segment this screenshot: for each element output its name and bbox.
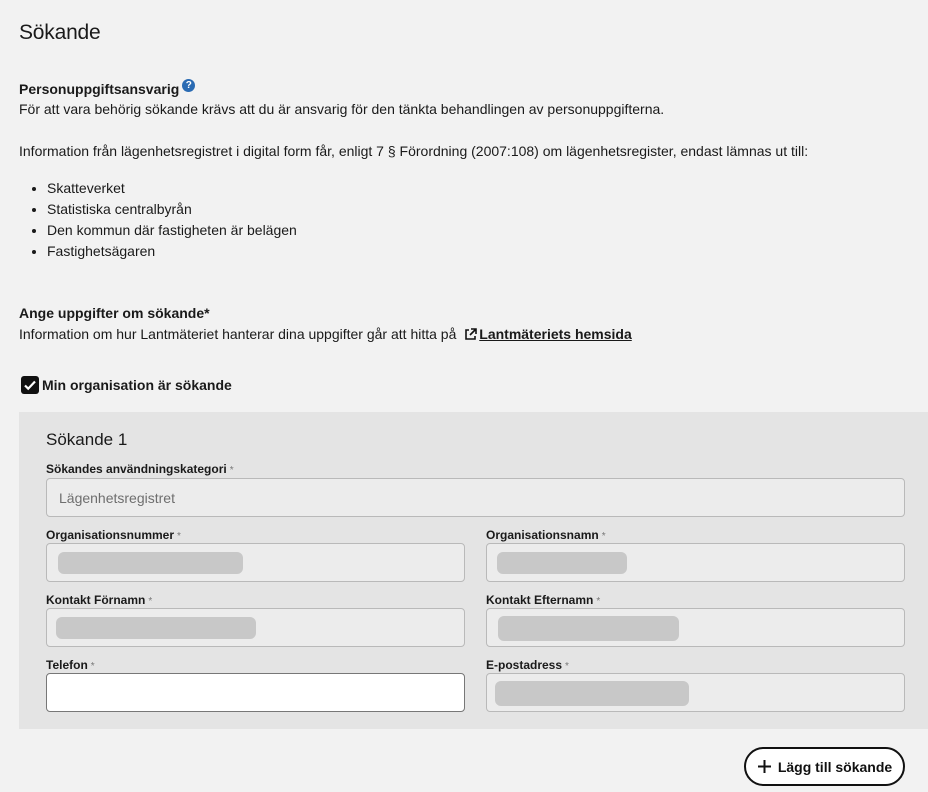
org-number-field[interactable] — [46, 543, 465, 582]
org-name-field[interactable] — [486, 543, 905, 582]
org-name-label: Organisationsnamn * — [486, 528, 606, 542]
category-label: Sökandes användningskategori * — [46, 462, 234, 476]
category-value: Lägenhetsregistret — [59, 489, 175, 506]
redacted-value — [498, 616, 679, 641]
last-name-label: Kontakt Efternamn * — [486, 593, 601, 607]
list-item: • Fastighetsägaren — [47, 241, 297, 262]
first-name-label: Kontakt Förnamn * — [46, 593, 153, 607]
redacted-value — [495, 681, 689, 706]
last-name-field[interactable] — [486, 608, 905, 647]
add-applicant-label: Lägg till sökande — [777, 758, 893, 775]
email-label: E-postadress * — [486, 658, 569, 672]
personal-data-heading-row — [19, 79, 195, 98]
applicant-card-title: Sökande 1 — [46, 430, 128, 449]
list-item: • Statistiska centralbyrån — [47, 199, 297, 220]
info-intro: Information från lägenhetsregistret i digital form får, enligt 7 § Förordning (2007:108) om lägenhetsregister, endast lämnas ut till: — [19, 143, 809, 159]
first-name-field[interactable] — [46, 608, 465, 647]
phone-field[interactable] — [46, 673, 465, 712]
phone-label: Telefon * — [46, 658, 95, 672]
add-applicant-button[interactable] — [744, 747, 905, 786]
category-field[interactable] — [46, 478, 905, 517]
applicant-info-text-row — [19, 325, 632, 345]
redacted-value — [56, 617, 256, 639]
list-item: • Den kommun där fastigheten är belägen — [47, 220, 297, 241]
list-item: • Skatteverket — [47, 178, 297, 199]
redacted-value — [497, 552, 627, 574]
org-number-label: Organisationsnummer * — [46, 528, 181, 542]
applicant-card — [19, 412, 928, 729]
applicant-info-heading: Ange uppgifter om sökande* — [19, 305, 210, 321]
external-link-icon — [464, 327, 477, 345]
checkmark-icon — [23, 378, 37, 392]
lantmateriet-link[interactable] — [460, 326, 632, 342]
help-icon[interactable]: ? — [182, 79, 195, 92]
personal-data-description: För att vara behörig sökande krävs att du är ansvarig för den tänkta behandlingen av personuppgifterna. — [19, 101, 665, 117]
redacted-value — [58, 552, 243, 574]
email-field[interactable] — [486, 673, 905, 712]
personal-data-heading: Personuppgiftsansvarig — [19, 81, 180, 97]
recipient-list — [19, 178, 297, 262]
organisation-applicant-checkbox[interactable] — [21, 376, 39, 394]
organisation-applicant-checkbox-row[interactable] — [21, 376, 232, 394]
organisation-applicant-label: Min organisation är sökande — [42, 377, 232, 393]
page-title: Sökande — [19, 21, 101, 44]
lantmateriet-link-label: Lantmäteriets hemsida — [479, 326, 632, 342]
applicant-info-text: Information om hur Lantmäteriet hanterar dina uppgifter går att hitta på — [19, 326, 457, 342]
plus-icon — [757, 758, 772, 776]
